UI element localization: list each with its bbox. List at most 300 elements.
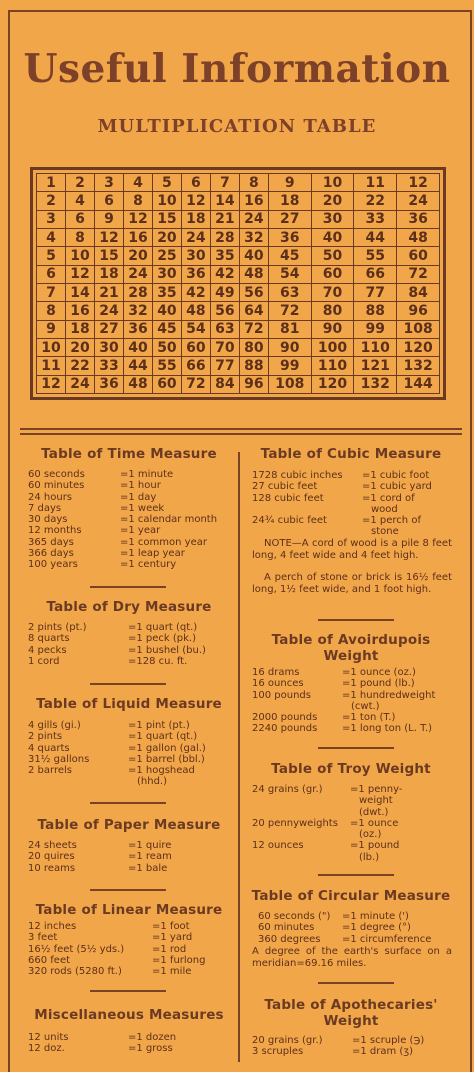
multiplication-cell: 12	[397, 174, 440, 192]
measure-quantity: 2000 pounds	[252, 712, 318, 724]
measure-equivalent: stone	[371, 526, 399, 538]
measure-quantity: 4 quarts	[28, 742, 70, 754]
multiplication-cell: 84	[210, 375, 239, 393]
troy-weight-title: Table of Troy Weight	[271, 761, 431, 777]
measure-equivalent: =1 foot	[152, 921, 190, 932]
multiplication-cell: 36	[94, 375, 123, 393]
measure-quantity: 1 cord	[28, 655, 60, 667]
multiplication-cell: 108	[268, 375, 311, 393]
measure-equivalent: =1 barrel (bbl.)	[128, 753, 205, 765]
measure-quantity: 660 feet	[28, 954, 71, 966]
multiplication-cell: 10	[152, 192, 181, 210]
measure-row	[28, 525, 238, 536]
measure-equivalent: wood	[371, 503, 398, 515]
measure-equivalent: (dwt.)	[359, 806, 389, 818]
column-divider	[238, 452, 240, 1062]
measure-quantity: 60 seconds (")	[258, 911, 331, 922]
multiplication-cell: 24	[397, 192, 440, 210]
measure-equivalent: =1 penny-	[350, 784, 403, 795]
multiplication-cell: 22	[65, 357, 94, 375]
measure-row	[28, 622, 238, 633]
multiplication-cell: 110	[311, 357, 354, 375]
multiplication-cell: 2	[65, 174, 94, 192]
multiplication-cell: 66	[354, 265, 397, 283]
multiplication-cell: 84	[397, 283, 440, 301]
apothecaries-title-line2: Weight	[323, 1013, 379, 1029]
measure-quantity: 7 days	[28, 502, 62, 514]
multiplication-cell: 99	[268, 357, 311, 375]
multiplication-cell: 18	[181, 210, 210, 228]
liquid-measure-rows	[28, 720, 238, 788]
measure-equivalent: =1 hour	[120, 480, 161, 492]
multiplication-cell: 50	[152, 338, 181, 356]
measure-row	[252, 690, 462, 701]
multiplication-row	[37, 357, 440, 375]
multiplication-cell: 8	[239, 174, 268, 192]
multiplication-cell: 49	[210, 283, 239, 301]
multiplication-cell: 40	[152, 302, 181, 320]
measure-row	[252, 852, 462, 863]
measure-quantity: 16 drams	[252, 667, 300, 678]
measure-row	[28, 537, 238, 548]
multiplication-cell: 24	[94, 302, 123, 320]
measure-equivalent: =1 dozen	[128, 1032, 177, 1043]
multiplication-cell: 36	[123, 320, 152, 338]
multiplication-cell: 32	[123, 302, 152, 320]
multiplication-cell: 33	[94, 357, 123, 375]
measure-equivalent: =1 dram (ʒ)	[352, 1046, 414, 1058]
measure-row	[28, 955, 238, 966]
multiplication-cell: 24	[65, 375, 94, 393]
multiplication-cell: 56	[239, 283, 268, 301]
measure-equivalent: =1 bushel (bu.)	[128, 644, 206, 656]
multiplication-row	[37, 247, 440, 265]
multiplication-cell: 80	[311, 302, 354, 320]
multiplication-cell: 6	[94, 192, 123, 210]
multiplication-cell: 40	[123, 338, 152, 356]
measure-row	[28, 514, 238, 525]
measure-equivalent: =1 pound	[350, 840, 400, 852]
measure-equivalent: =1 degree (°)	[342, 922, 411, 934]
multiplication-row	[37, 174, 440, 192]
measure-equivalent: =1 scruple (℈)	[352, 1035, 425, 1046]
circular-note: A degree of the earth's surface on a meridian=69.16 miles.	[252, 946, 452, 969]
multiplication-cell: 15	[152, 210, 181, 228]
multiplication-cell: 60	[152, 375, 181, 393]
multiplication-cell: 81	[268, 320, 311, 338]
measure-row	[258, 934, 462, 945]
measure-equivalent: =1 gallon (gal.)	[128, 742, 206, 754]
measure-equivalent: =1 cubic foot	[362, 470, 430, 481]
time-measure-title: Table of Time Measure	[41, 446, 217, 462]
multiplication-cell: 120	[397, 338, 440, 356]
measure-equivalent: =1 gross	[128, 1043, 173, 1055]
cubic-measure-title: Table of Cubic Measure	[260, 446, 442, 462]
measure-quantity: 12 doz.	[28, 1043, 65, 1055]
circular-measure-rows	[258, 911, 462, 945]
measure-equivalent: (oz.)	[359, 829, 382, 841]
measure-row	[28, 754, 238, 765]
multiplication-row	[37, 192, 440, 210]
measure-row	[252, 784, 462, 795]
measure-equivalent: =1 calendar month	[120, 514, 218, 526]
multiplication-cell: 48	[397, 228, 440, 246]
measure-row	[28, 645, 238, 656]
measure-quantity: 20 grains (gr.)	[252, 1035, 323, 1046]
multiplication-cell: 8	[37, 302, 66, 320]
measure-row	[28, 1043, 238, 1054]
multiplication-cell: 66	[181, 357, 210, 375]
measure-quantity: 100 pounds	[252, 689, 311, 701]
measure-row	[252, 1046, 462, 1057]
measure-row	[28, 656, 238, 667]
measure-equivalent: =1 week	[120, 502, 165, 514]
multiplication-cell: 20	[152, 228, 181, 246]
multiplication-cell: 28	[123, 283, 152, 301]
divider	[90, 586, 166, 588]
avoirdupois-rows	[252, 667, 462, 735]
multiplication-cell: 50	[311, 247, 354, 265]
measure-equivalent: =1 quart (qt.)	[128, 731, 198, 743]
measure-row	[252, 712, 462, 723]
measure-row	[252, 678, 462, 689]
measure-equivalent: (cwt.)	[351, 700, 380, 712]
multiplication-cell: 33	[354, 210, 397, 228]
measure-quantity: 20 quires	[28, 851, 75, 863]
multiplication-cell: 60	[397, 247, 440, 265]
measure-quantity: 20 pennyweights	[252, 817, 338, 829]
measure-row	[252, 829, 462, 840]
measure-row	[28, 765, 238, 776]
multiplication-cell: 22	[354, 192, 397, 210]
measure-row	[28, 480, 238, 491]
measure-row	[252, 723, 462, 734]
multiplication-cell: 48	[123, 375, 152, 393]
divider	[90, 802, 166, 804]
measure-quantity: 16 ounces	[252, 678, 304, 690]
measure-equivalent: =1 quart (qt.)	[128, 622, 198, 633]
multiplication-cell: 63	[268, 283, 311, 301]
measure-equivalent: =128 cu. ft.	[128, 655, 188, 667]
apothecaries-rows	[252, 1035, 462, 1058]
measure-quantity: 128 cubic feet	[252, 492, 324, 504]
measure-quantity: 60 minutes	[28, 480, 85, 492]
measure-equivalent: =1 hundredweight	[342, 689, 436, 701]
multiplication-cell: 11	[37, 357, 66, 375]
measure-equivalent: =1 mile	[152, 966, 192, 978]
measure-equivalent: =1 hogshead	[128, 765, 195, 777]
multiplication-cell: 6	[37, 265, 66, 283]
multiplication-cell: 9	[94, 210, 123, 228]
multiplication-cell: 14	[210, 192, 239, 210]
measure-quantity: 2 pints (pt.)	[28, 622, 87, 633]
multiplication-row	[37, 283, 440, 301]
divider	[90, 683, 166, 685]
divider	[90, 990, 166, 992]
measure-row	[28, 840, 238, 851]
multiplication-cell: 12	[181, 192, 210, 210]
multiplication-cell: 54	[181, 320, 210, 338]
multiplication-cell: 9	[268, 174, 311, 192]
multiplication-cell: 2	[37, 192, 66, 210]
multiplication-cell: 80	[239, 338, 268, 356]
multiplication-cell: 6	[65, 210, 94, 228]
measure-equivalent: =1 day	[120, 491, 157, 503]
measure-quantity: 8 quarts	[28, 633, 70, 645]
multiplication-cell: 3	[94, 174, 123, 192]
linear-measure-title: Table of Linear Measure	[35, 902, 223, 918]
measure-quantity: 2 barrels	[28, 765, 72, 777]
measure-row	[252, 470, 462, 481]
circular-measure-title: Table of Circular Measure	[251, 888, 451, 904]
troy-weight-rows	[252, 784, 462, 863]
paper-measure-title: Table of Paper Measure	[37, 817, 221, 833]
divider	[90, 889, 166, 891]
multiplication-cell: 24	[181, 228, 210, 246]
multiplication-cell: 144	[397, 375, 440, 393]
measure-quantity: 16½ feet (5½ yds.)	[28, 943, 125, 955]
multiplication-cell: 45	[152, 320, 181, 338]
measure-row	[28, 1032, 238, 1043]
multiplication-cell: 10	[37, 338, 66, 356]
multiplication-cell: 16	[65, 302, 94, 320]
multiplication-cell: 72	[181, 375, 210, 393]
measure-row	[252, 701, 462, 712]
multiplication-cell: 1	[37, 174, 66, 192]
multiplication-cell: 4	[123, 174, 152, 192]
multiplication-cell: 36	[268, 228, 311, 246]
measure-row	[252, 840, 462, 851]
measure-equivalent: =1 pint (pt.)	[128, 720, 190, 731]
measure-equivalent: =1 quire	[128, 840, 172, 851]
measure-equivalent: =1 furlong	[152, 954, 206, 966]
measure-row	[252, 481, 462, 492]
avoirdupois-title-line1: Table of Avoirdupois	[271, 632, 431, 648]
measure-equivalent: =1 pound (lb.)	[342, 678, 415, 690]
multiplication-cell: 16	[123, 228, 152, 246]
measure-equivalent: =1 cord of	[362, 492, 415, 504]
multiplication-cell: 36	[397, 210, 440, 228]
multiplication-cell: 20	[311, 192, 354, 210]
measure-equivalent: =1 circumference	[342, 933, 432, 945]
measure-equivalent: (hhd.)	[137, 776, 168, 788]
page-title: Useful Information	[23, 46, 451, 92]
measure-row	[28, 863, 238, 874]
dry-measure-rows	[28, 622, 238, 667]
multiplication-cell: 88	[239, 357, 268, 375]
measure-row	[252, 504, 462, 515]
time-measure-rows	[28, 469, 238, 571]
multiplication-cell: 6	[181, 174, 210, 192]
measure-quantity: 12 units	[28, 1032, 69, 1043]
misc-measures-title: Miscellaneous Measures	[34, 1007, 224, 1023]
multiplication-cell: 77	[210, 357, 239, 375]
multiplication-cell: 10	[311, 174, 354, 192]
multiplication-cell: 4	[65, 192, 94, 210]
measure-quantity: 2 pints	[28, 731, 63, 743]
paper-measure-rows	[28, 840, 238, 874]
divider	[318, 982, 394, 984]
multiplication-cell: 63	[210, 320, 239, 338]
multiplication-cell: 60	[311, 265, 354, 283]
multiplication-cell: 99	[354, 320, 397, 338]
multiplication-cell: 4	[37, 228, 66, 246]
multiplication-cell: 20	[65, 338, 94, 356]
multiplication-cell: 30	[311, 210, 354, 228]
measure-quantity: 24 sheets	[28, 840, 77, 851]
multiplication-row	[37, 210, 440, 228]
cubic-note-cord: NOTE—A cord of wood is a pile 8 feet long, 4 feet wide and 4 feet high.	[252, 538, 452, 561]
multiplication-cell: 110	[354, 338, 397, 356]
measure-equivalent: =1 minute	[120, 469, 174, 480]
measure-row	[28, 743, 238, 754]
measure-equivalent: =1 ream	[128, 851, 172, 863]
multiplication-cell: 3	[37, 210, 66, 228]
multiplication-cell: 21	[94, 283, 123, 301]
multiplication-cell: 72	[239, 320, 268, 338]
measure-quantity: 1728 cubic inches	[252, 470, 343, 481]
multiplication-cell: 32	[239, 228, 268, 246]
multiplication-cell: 72	[397, 265, 440, 283]
multiplication-cell: 7	[210, 174, 239, 192]
measure-row	[28, 492, 238, 503]
multiplication-cell: 42	[181, 283, 210, 301]
measure-quantity: 60 minutes	[258, 922, 315, 934]
multiplication-cell: 132	[397, 357, 440, 375]
multiplication-cell: 90	[311, 320, 354, 338]
liquid-measure-title: Table of Liquid Measure	[36, 696, 222, 712]
measure-quantity: 27 cubic feet	[252, 481, 318, 493]
measure-row	[28, 932, 238, 943]
divider	[318, 874, 394, 876]
multiplication-cell: 35	[210, 247, 239, 265]
multiplication-cell: 30	[94, 338, 123, 356]
multiplication-cell: 12	[65, 265, 94, 283]
multiplication-cell: 8	[65, 228, 94, 246]
measure-equivalent: =1 peck (pk.)	[128, 633, 197, 645]
measure-quantity: 10 reams	[28, 862, 76, 874]
multiplication-cell: 88	[354, 302, 397, 320]
divider	[20, 433, 462, 435]
measure-row	[28, 720, 238, 731]
multiplication-cell: 70	[210, 338, 239, 356]
multiplication-cell: 27	[268, 210, 311, 228]
measure-quantity: 12 inches	[28, 921, 77, 932]
multiplication-cell: 55	[152, 357, 181, 375]
multiplication-row	[37, 375, 440, 393]
divider	[318, 619, 394, 621]
measure-quantity: 4 pecks	[28, 644, 67, 656]
measure-quantity: 24 grains (gr.)	[252, 784, 323, 795]
multiplication-table-title: MULTIPLICATION TABLE	[97, 116, 377, 137]
measure-quantity: 365 days	[28, 536, 74, 548]
measure-equivalent: =1 perch of	[362, 515, 421, 527]
multiplication-cell: 36	[181, 265, 210, 283]
avoirdupois-title-line2: Weight	[323, 648, 379, 664]
measure-row	[28, 921, 238, 932]
linear-measure-rows	[28, 921, 238, 977]
measure-equivalent: =1 common year	[120, 536, 207, 548]
measure-row	[252, 515, 462, 526]
measure-row	[28, 851, 238, 862]
multiplication-cell: 132	[354, 375, 397, 393]
multiplication-cell: 14	[65, 283, 94, 301]
measure-equivalent: weight	[359, 795, 393, 807]
multiplication-cell: 40	[311, 228, 354, 246]
multiplication-cell: 121	[354, 357, 397, 375]
measure-row	[28, 731, 238, 742]
multiplication-cell: 100	[311, 338, 354, 356]
multiplication-cell: 28	[210, 228, 239, 246]
measure-equivalent: =1 cubic yard	[362, 481, 432, 493]
multiplication-cell: 30	[181, 247, 210, 265]
multiplication-cell: 96	[397, 302, 440, 320]
multiplication-cell: 9	[37, 320, 66, 338]
multiplication-cell: 96	[239, 375, 268, 393]
measure-quantity: 24¾ cubic feet	[252, 515, 327, 527]
measure-row	[28, 548, 238, 559]
measure-row	[258, 922, 462, 933]
measure-row	[252, 795, 462, 806]
multiplication-cell: 45	[268, 247, 311, 265]
multiplication-row	[37, 302, 440, 320]
multiplication-cell: 18	[94, 265, 123, 283]
measure-quantity: 320 rods (5280 ft.)	[28, 966, 122, 978]
measure-quantity: 3 scruples	[252, 1046, 304, 1058]
multiplication-cell: 21	[210, 210, 239, 228]
measure-quantity: 30 days	[28, 514, 68, 526]
multiplication-cell: 48	[181, 302, 210, 320]
multiplication-cell: 24	[123, 265, 152, 283]
multiplication-table	[30, 167, 446, 400]
apothecaries-title-line1: Table of Apothecaries'	[264, 997, 438, 1013]
measure-equivalent: =1 long ton (L. T.)	[342, 723, 433, 735]
measure-row	[252, 807, 462, 818]
measure-equivalent: =1 ounce	[350, 817, 399, 829]
measure-quantity: 360 degrees	[258, 933, 321, 945]
multiplication-cell: 5	[37, 247, 66, 265]
multiplication-cell: 16	[239, 192, 268, 210]
multiplication-cell: 12	[94, 228, 123, 246]
measure-row	[28, 776, 238, 787]
measure-equivalent: (lb.)	[359, 851, 380, 863]
misc-measures-rows	[28, 1032, 238, 1055]
multiplication-cell: 90	[268, 338, 311, 356]
multiplication-cell: 20	[123, 247, 152, 265]
cubic-note-perch: A perch of stone or brick is 16½ feet long, 1½ feet wide, and 1 foot high.	[252, 572, 452, 595]
measure-equivalent: =1 ton (T.)	[342, 712, 396, 724]
multiplication-cell: 5	[152, 174, 181, 192]
multiplication-cell: 77	[354, 283, 397, 301]
multiplication-cell: 18	[65, 320, 94, 338]
multiplication-cell: 10	[65, 247, 94, 265]
measure-quantity: 366 days	[28, 548, 74, 560]
measure-equivalent: =1 year	[120, 525, 161, 537]
measure-row	[252, 667, 462, 678]
measure-quantity: 31½ gallons	[28, 753, 90, 765]
multiplication-cell: 35	[152, 283, 181, 301]
multiplication-cell: 44	[123, 357, 152, 375]
measure-equivalent: =1 ounce (oz.)	[342, 667, 416, 678]
measure-equivalent: =1 yard	[152, 932, 193, 944]
measure-row	[252, 526, 462, 537]
multiplication-cell: 70	[311, 283, 354, 301]
multiplication-cell: 18	[268, 192, 311, 210]
measure-row	[28, 469, 238, 480]
measure-quantity: 60 seconds	[28, 469, 85, 480]
measure-quantity: 12 months	[28, 525, 82, 537]
multiplication-cell: 44	[354, 228, 397, 246]
